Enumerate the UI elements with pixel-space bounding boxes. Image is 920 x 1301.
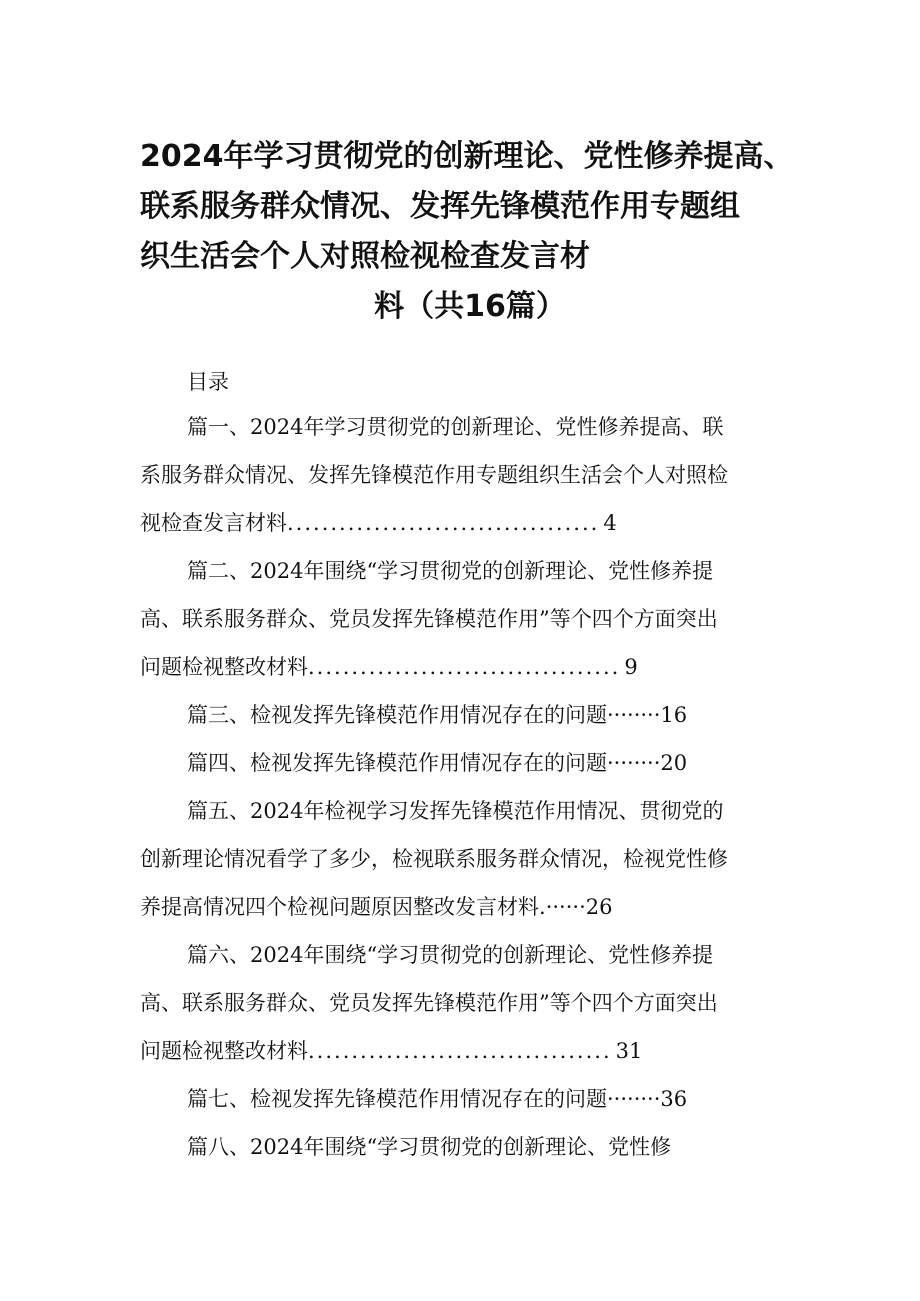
document-title (140, 132, 800, 332)
toc-leader-dots: .................................... (308, 655, 621, 679)
toc-entry-text: 高、联系服务群众、党员发挥先锋模范作用”等个四个方面突出 (140, 607, 718, 631)
toc-page-number: 4 (603, 511, 617, 535)
toc-entry-text: 视检查发言材料 (140, 511, 287, 535)
toc-entry-text: 篇五、2024年检视学习发挥先锋模范作用情况、贯彻党的 (187, 799, 724, 823)
toc-entry-last-line (187, 700, 687, 730)
toc-entry-text: 系服务群众情况、发挥先锋模范作用专题组织生活会个人对照检 (140, 463, 728, 487)
toc-entry-text: 篇八、2024年围绕“学习贯彻党的创新理论、党性修 (187, 1135, 672, 1159)
toc-entry-text: 篇三、检视发挥先锋模范作用情况存在的问题 (187, 703, 607, 727)
toc-entry-text: 篇六、2024年围绕“学习贯彻党的创新理论、党性修养提 (187, 943, 714, 967)
toc-page-number: 26 (585, 895, 613, 919)
toc-leader-dots: ········ (607, 751, 661, 775)
toc-entry-last-line (140, 508, 617, 538)
toc-page-number: 36 (660, 1087, 688, 1111)
toc-entry-text: 篇四、检视发挥先锋模范作用情况存在的问题 (187, 751, 607, 775)
toc-entry-text: 养提高情况四个检视问题原因整改发言材料. (140, 895, 546, 919)
toc-entry-text: 问题检视整改材料 (140, 1039, 308, 1063)
toc-entry-text: 篇七、检视发挥先锋模范作用情况存在的问题 (187, 1087, 607, 1111)
title-line-2: 联系服务群众情况、发挥先锋模范作用专题组 (140, 189, 740, 224)
toc-page-number: 31 (615, 1039, 643, 1063)
title-line-1: 2024年学习贯彻党的创新理论、党性修养提高、 (140, 139, 794, 174)
toc-leader-dots: .................................... (287, 511, 600, 535)
toc-entry-text: 篇一、2024年学习贯彻党的创新理论、党性修养提高、联 (187, 415, 724, 439)
title-line-3: 织生活会个人对照检视检查发言材 (140, 239, 590, 274)
toc-entry-last-line (140, 1036, 642, 1066)
toc-leader-dots: ................................... (308, 1039, 612, 1063)
toc-entry-last-line (140, 892, 612, 922)
toc-entry-text: 篇二、2024年围绕“学习贯彻党的创新理论、党性修养提 (187, 559, 714, 583)
toc-entry-last-line (187, 1084, 687, 1114)
toc-heading: 目录 (187, 370, 229, 394)
title-line-4: 料（共16篇） (374, 289, 566, 324)
toc-entry-text: 问题检视整改材料 (140, 655, 308, 679)
toc-entry-text: 高、联系服务群众、党员发挥先锋模范作用”等个四个方面突出 (140, 991, 718, 1015)
toc-entry-text: 创新理论情况看学了多少，检视联系服务群众情况，检视党性修 (140, 847, 728, 871)
toc-entry-last-line (187, 748, 687, 778)
toc-page-number: 9 (624, 655, 638, 679)
toc-leader-dots: ······ (545, 895, 586, 919)
toc-leader-dots: ········ (607, 703, 661, 727)
toc-page-number: 20 (660, 751, 688, 775)
toc-entry-last-line (140, 652, 638, 682)
toc-page-number: 16 (660, 703, 688, 727)
toc-leader-dots: ········ (607, 1087, 661, 1111)
